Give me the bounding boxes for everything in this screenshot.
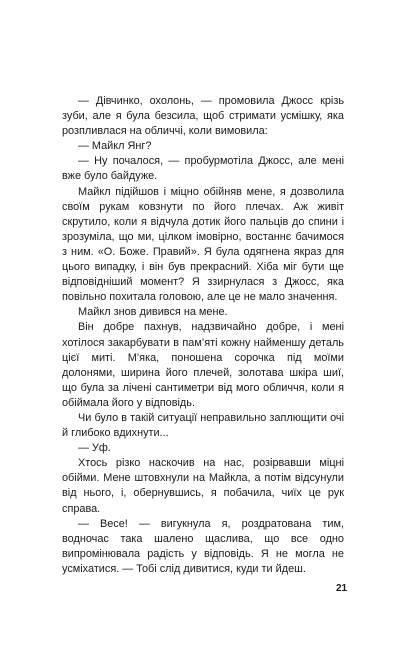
paragraph: — Дівчинко, охолонь, — промовила Джосс крізь зуби, але я була безсила, щоб стримати усмішку, яка розпливлася на обличчі, коли вимовила: bbox=[62, 95, 344, 138]
body-text bbox=[62, 94, 344, 577]
paragraph: — Майкл Янг? bbox=[78, 140, 152, 153]
page-number: 21 bbox=[336, 583, 348, 594]
paragraph: Майкл підійшов і міцно обійняв мене, я дозволила своїм рукам ковзнути по його плечах. Аж живіт скрутило, коли я відчула дотик його пальців до спини і зрозуміла, що ми, цілком імовірно, востаннє бачимося з ним. «О. Боже. Правий». Я була одягнена якраз для цього випадку, і він був прекрасний. Хіба міг бути ще відповідніший момент? Я ззирнулася з Джосс, яка повільно похитала головою, але це не мало значення. bbox=[62, 185, 344, 304]
paragraph: Він добре пахнув, надзвичайно добре, і мені хотілося закарбувати в пам’яті кожну найменшу деталь цієї миті. М’яка, поношена сорочка під моїми долонями, ширина його плечей, золотава шкіра шиї, що була за лічені сантиметри від мого обличчя, коли я обіймала його у відповідь. bbox=[62, 321, 344, 409]
paragraph: Хтось різко наскочив на нас, розірвавши міцні обійми. Мене штовхнули на Майкла, а потім відсунули від нього, і, обернувшись, я побачила, чиїх це рук справа. bbox=[62, 457, 344, 515]
paragraph: — Весе! — вигукнула я, роздратована тим, водночас така шалено щаслива, що все одно випромінювала радість у відповідь. Я не могла не усміхатися. — Тобі слід дивитися, куди ти йдеш. bbox=[62, 517, 344, 575]
paragraph: — Ну почалося, — пробурмотіла Джосс, але мені вже було байдуже. bbox=[62, 155, 344, 183]
paragraph: Чи було в такій ситуації неправильно заплющити очі й глибоко вдихнути... bbox=[62, 411, 344, 440]
paragraph: — Уф. bbox=[78, 442, 111, 455]
paragraph: Майкл знов дивився на мене. bbox=[78, 306, 228, 319]
